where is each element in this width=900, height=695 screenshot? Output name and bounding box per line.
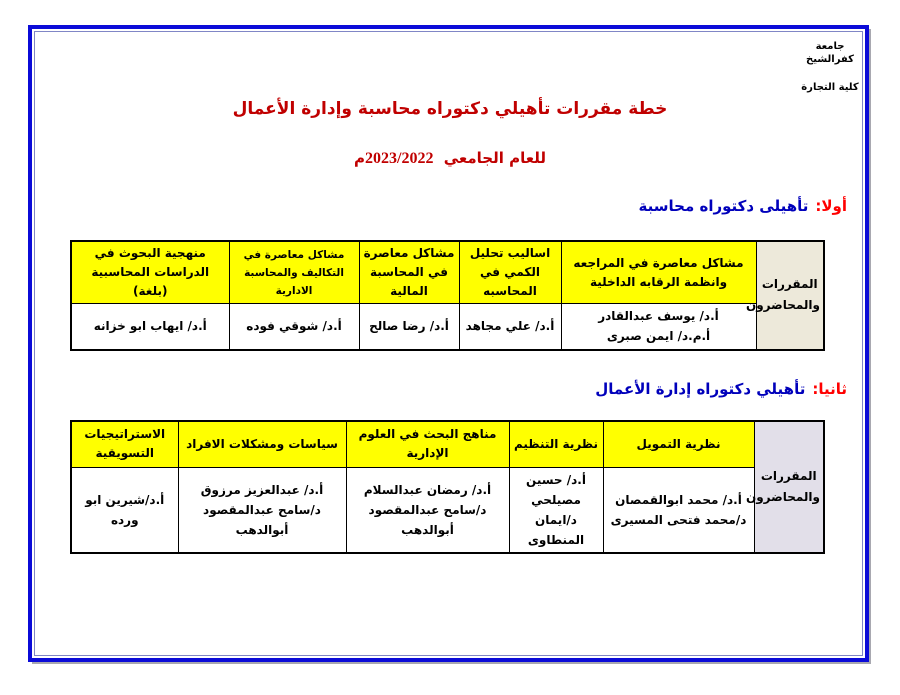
lecturer-cell: أ.د/ حسين مصيلحي د/ايمان المنطاوى [509, 467, 603, 553]
faculty-name: كلية التجارة [801, 82, 859, 93]
course-header-cell: مشاكل معاصرة في المراجعه وانظمة الرقابه الداخلية [561, 241, 756, 304]
course-header-cell: سياسات ومشكلات الافراد [178, 421, 346, 467]
lecturer-cell: أ.د/شيرين ابو ورده [71, 467, 178, 553]
business-courses-table [70, 420, 825, 554]
course-header-cell: اساليب تحليل الكمي في المحاسبه [459, 241, 561, 304]
university-name: جامعة كفرالشيخ [806, 41, 854, 65]
course-header-cell: نظرية التنظيم [509, 421, 603, 467]
course-header-cell: منهجية البحوث في الدراسات المحاسبية (بلغة) [71, 241, 229, 304]
section-number-label: ثانيا: [812, 380, 847, 398]
section-number-label: أولا: [815, 197, 847, 215]
course-header-cell: مشاكل معاصرة في التكاليف والمحاسبة الادارية [229, 241, 359, 304]
academic-year-suffix: م [354, 149, 366, 167]
accounting-courses-table [70, 240, 825, 351]
section-heading-business [595, 380, 847, 398]
lecturer-cell: أ.د/ محمد ابوالقمصان د/محمد فتحى المسيرى [603, 467, 754, 553]
side-header-cell: المقررات والمحاضرون [754, 421, 824, 553]
section-title-text: تأهيلي دكتوراه إدارة الأعمال [595, 380, 806, 398]
section-heading-accounting [639, 197, 847, 215]
course-header-cell: مناهج البحث في العلوم الإدارية [346, 421, 509, 467]
lecturer-cell: أ.د/ علي مجاهد [459, 304, 561, 350]
lecturer-cell: أ.د/ يوسف عبدالقادر أ.م.د/ ايمن صبرى [561, 304, 756, 350]
document-title: خطة مقررات تأهيلي دكتوراه محاسبة وإدارة الأعمال [232, 99, 668, 119]
side-header-cell: المقررات والمحاضرون [756, 241, 824, 350]
lecturer-cell: أ.د/ رضا صالح [359, 304, 459, 350]
section-title-text: تأهيلى دكتوراه محاسبة [638, 197, 809, 215]
letterhead [790, 40, 870, 94]
lecturer-cell: أ.د/ ايهاب ابو خزانه [71, 304, 229, 350]
course-header-cell: الاستراتيجيات التسويقية [71, 421, 178, 467]
academic-year-label: للعام الجامعي [443, 149, 546, 167]
lecturer-cell: أ.د/ شوقي فوده [229, 304, 359, 350]
lecturer-cell: أ.د/ عبدالعزيز مرزوق د/سامح عبدالمقصود أبوالدهب [178, 467, 346, 553]
course-header-cell: مشاكل معاصرة في المحاسبة المالية [359, 241, 459, 304]
academic-year-value: 2023/2022 [365, 150, 434, 167]
course-header-cell: نظرية التمويل [603, 421, 754, 467]
academic-year-subtitle [0, 149, 900, 168]
lecturer-cell: أ.د/ رمضان عبدالسلام د/سامح عبدالمقصود أبوالدهب [346, 467, 509, 553]
